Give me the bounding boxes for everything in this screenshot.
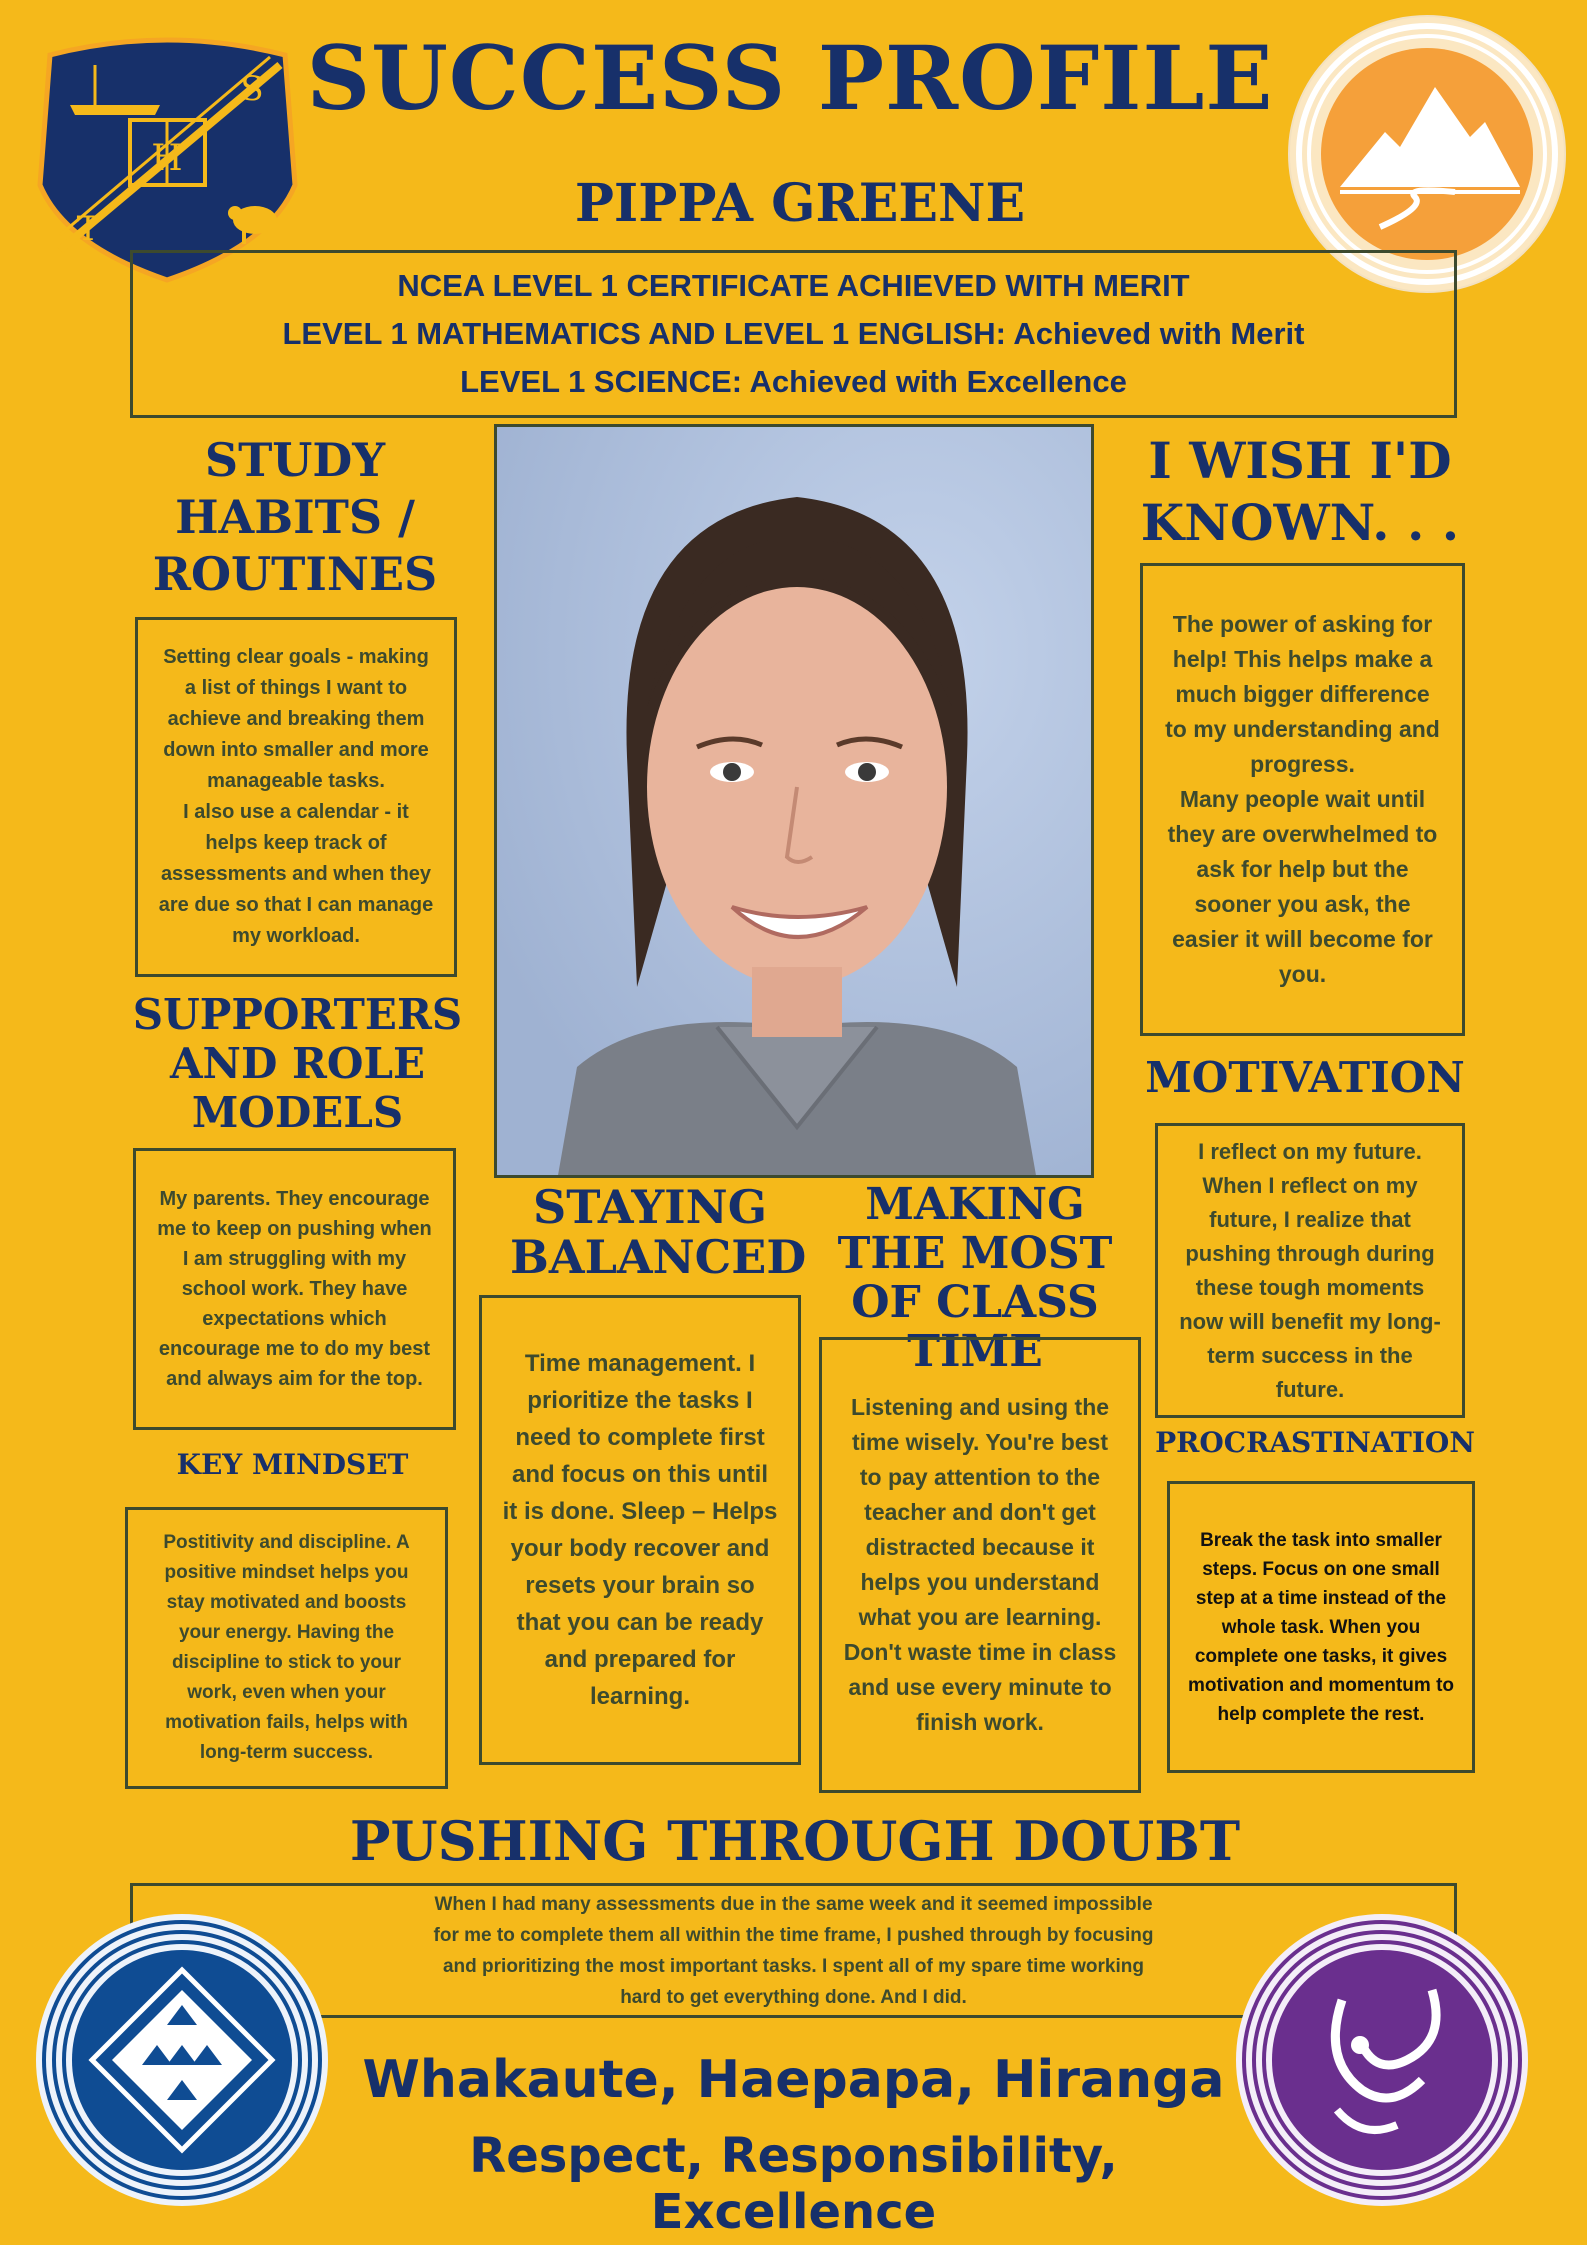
wish-known-title: I WISH I'D KNOWN. . . <box>1140 431 1460 552</box>
achievement-line: LEVEL 1 SCIENCE: Achieved with Excellence <box>460 364 1127 399</box>
supporters-box: My parents. They encourage me to keep on pushing when I am struggling with my school work. They have expectations which encourage me to do my best and always aim for the top. <box>133 1148 456 1430</box>
study-habits-box: Setting clear goals - making a list of things I want to achieve and breaking them down into smaller and more manageable tasks. I also use a calendar - it helps keep track of assessments and when they are due so that I can manage my workload. <box>135 617 457 977</box>
achievements-box <box>130 250 1457 418</box>
staying-balanced-title: STAYING BALANCED <box>510 1180 807 1284</box>
staying-balanced-box: Time management. I prioritize the tasks I need to complete first and focus on this until it is done. Sleep – Helps your body recover and resets your brain so that you can be ready and prepared for learning. <box>479 1295 801 1765</box>
diamond-pattern-badge-icon <box>32 1910 332 2210</box>
crest-letter-t: T <box>76 209 100 249</box>
procrastination-title: PROCRASTINATION <box>1155 1426 1475 1459</box>
pushing-doubt-box: When I had many assessments due in the same week and it seemed impossible for me to complete them all within the time frame, I pushed through by focusing and prioritizing the most important tasks. I spent all of my spare time working hard to get everything done. And I did. <box>130 1883 1457 2018</box>
key-mindset-title: KEY MINDSET <box>176 1448 409 1481</box>
study-habits-title: STUDY HABITS / ROUTINES <box>152 433 438 601</box>
values-maori: Whakaute, Haepapa, Hiranga <box>362 2050 1225 2110</box>
crest-letter-s: S <box>240 69 264 109</box>
supporters-title: SUPPORTERS AND ROLE MODELS <box>132 990 463 1137</box>
class-time-title: MAKING THE MOST OF CLASS TIME <box>837 1179 1113 1377</box>
class-time-box: Listening and using the time wisely. You're best to pay attention to the teacher and don't get distracted because it helps you understand what you are learning. Don't waste time in class and use every minute to finish work. <box>819 1337 1141 1793</box>
values-english: Respect, Responsibility, Excellence <box>469 2128 1118 2240</box>
student-photo <box>494 424 1094 1178</box>
motivation-title: MOTIVATION <box>1145 1053 1465 1102</box>
page-title: SUCCESS PROFILE <box>306 26 1274 130</box>
achievement-line: NCEA LEVEL 1 CERTIFICATE ACHIEVED WITH MERIT <box>397 268 1190 303</box>
procrastination-box: Break the task into smaller steps. Focus on one small step at a time instead of the whole task. When you complete one tasks, it gives motivation and momentum to help complete the rest. <box>1167 1481 1475 1773</box>
key-mindset-box: Postitivity and discipline. A positive mindset helps you stay motivated and boosts your energy. Having the discipline to stick to your work, even when your motivation fails, helps with long-term success. <box>125 1507 448 1789</box>
achievement-line: LEVEL 1 MATHEMATICS AND LEVEL 1 ENGLISH: Achieved with Merit <box>282 316 1305 351</box>
school-crest-icon <box>30 35 305 285</box>
pushing-doubt-title: PUSHING THROUGH DOUBT <box>349 1809 1241 1873</box>
koru-badge-icon <box>1232 1910 1532 2210</box>
wish-known-box: The power of asking for help! This helps make a much bigger difference to my understanding and progress. Many people wait until they are overwhelmed to ask for help but the sooner you ask, the easier it will become for you. <box>1140 563 1465 1036</box>
motivation-box: I reflect on my future. When I reflect on my future, I realize that pushing through during these tough moments now will benefit my long-term success in the future. <box>1155 1123 1465 1418</box>
crest-letter-h: H <box>151 138 183 179</box>
student-name: PIPPA GREENE <box>574 173 1026 234</box>
